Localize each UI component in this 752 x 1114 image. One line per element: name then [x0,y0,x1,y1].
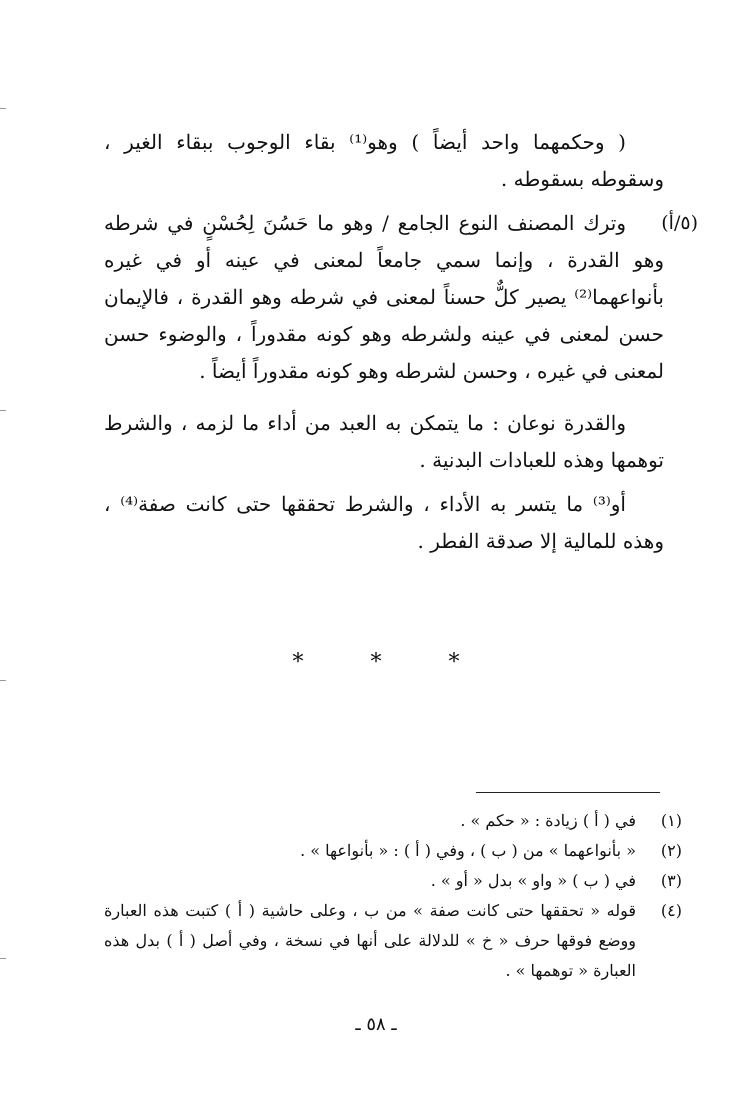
footnote-2 [104,836,682,866]
footnote-divider [476,792,660,793]
footnote-number: (١) [660,811,682,830]
paragraph-4-text: أو⁽³⁾ ما يتسر به الأداء ، والشرط تحققها حتى كانت صفة⁽⁴⁾ ، وهذه للمالية إلا صدقة الفطر . [104,492,664,553]
manuscript-folio-marker: (٥/أ) [661,212,698,234]
paragraph-3 [104,405,664,479]
footnote-3 [104,866,682,896]
footnote-text: « بأنواعهما » من ( ب ) ، وفي ( أ ) : « بأنواعها » . [300,841,636,860]
page-number: ـ ٥٨ ـ [355,1014,397,1035]
footnote-text: في ( ب ) « واو » بدل « أو » . [430,871,636,890]
footnote-1 [104,806,682,836]
paragraph-2-text: وترك المصنف النوع الجامع / وهو ما حَسُنَ لِحُسْنٍ في شرطه وهو القدرة ، وإنما سمي جامعاً لمعنى في عينه أو في غيره بأنواعهما⁽²⁾ يصير كلٌّ حسناً لمعنى في شرطه وهو القدرة ، فالإيمان حسن لمعنى في عينه ولشرطه وهو كونه مقدوراً ، والوضوء حسن لمعنى في غيره ، وحسن لشرطه وهو كونه مقدوراً أيضاً . [104,211,664,383]
scan-edge-mark [0,410,6,411]
paragraph-2 [104,205,664,390]
paragraph-3-text: والقدرة نوعان : ما يتمكن به العبد من أداء ما لزمه ، والشرط توهمها وهذه للعبادات البدنية . [104,411,664,472]
scan-edge-mark [0,108,6,109]
scan-edge-mark [0,958,6,959]
footnote-text: قوله « تحققها حتى كانت صفة » من ب ، وعلى حاشية ( أ ) كتبت هذه العبارة ووضع فوقها حرف « خ » للدلالة على أنها في نسخة ، وفي أصل ( أ ) بدل هذه العبارة « توهمها » . [104,901,636,980]
footnote-4 [104,896,682,986]
footnotes-list [104,806,682,986]
footnote-number: (٣) [660,871,682,890]
paragraph-1 [104,124,664,198]
scan-edge-mark [0,680,6,681]
footnote-number: (٤) [660,901,682,920]
paragraph-4 [104,486,664,560]
section-separator: * * * [292,650,490,675]
footnote-number: (٢) [660,841,682,860]
footnote-text: في ( أ ) زيادة : « حكم » . [460,811,636,830]
paragraph-1-text: ( وحكمهما واحد أيضاً ) وهو⁽¹⁾ بقاء الوجوب ببقاء الغير ، وسقوطه بسقوطه . [104,130,664,191]
